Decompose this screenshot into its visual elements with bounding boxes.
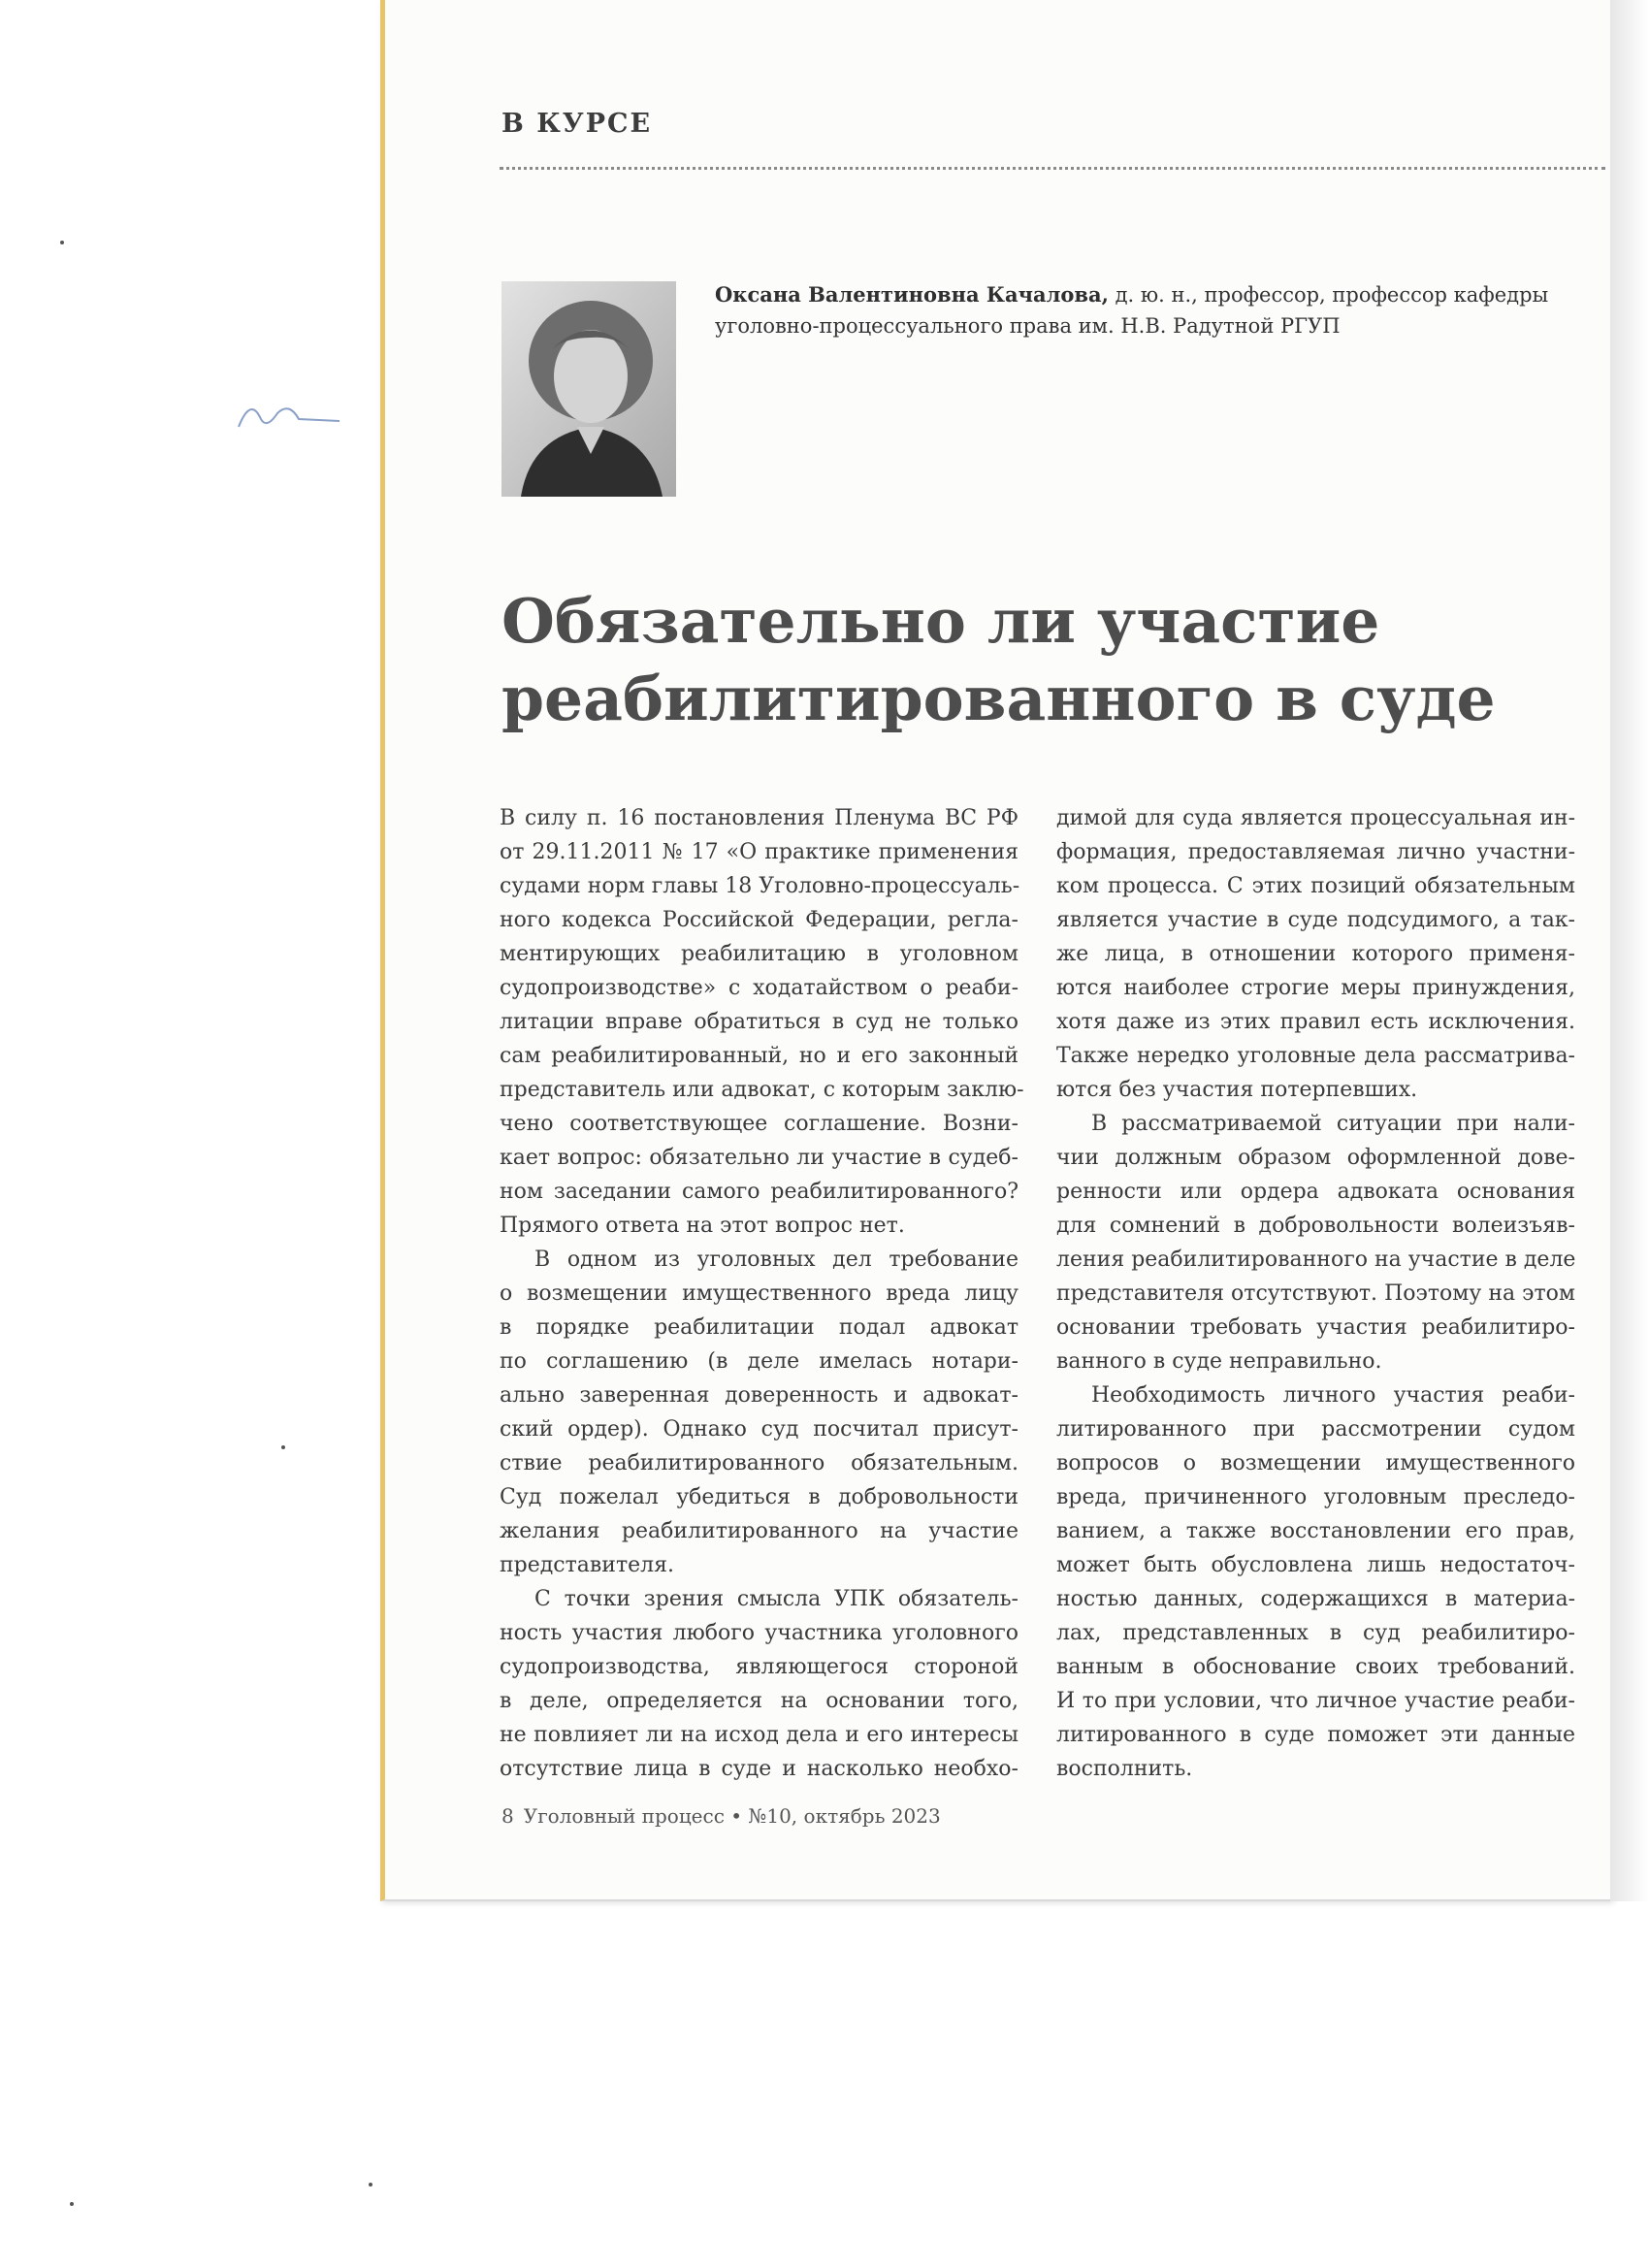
text-line: ально заверенная доверенность и адвокат- bbox=[500, 1383, 1018, 1408]
text-line: Также нередко уголовные дела рассматрива- bbox=[1056, 1044, 1575, 1068]
text-line: от 29.11.2011 № 17 «О практике применения bbox=[500, 840, 1018, 864]
text-line: ются без участия потерпевших. bbox=[1056, 1078, 1418, 1102]
text-line: димой для суда является процессуальная ин- bbox=[1056, 806, 1575, 830]
text-line: И то при условии, что личное участие реаби- bbox=[1056, 1689, 1575, 1713]
text-line: же лица, в отношении которого применя- bbox=[1056, 942, 1575, 966]
text-line: судопроизводства, являющегося стороной bbox=[500, 1655, 1018, 1679]
text-line: чии должным образом оформленной дове- bbox=[1056, 1146, 1575, 1170]
text-line: литации вправе обратиться в суд не только bbox=[500, 1010, 1018, 1034]
text-line: ский ордер). Однако суд посчитал присут- bbox=[500, 1417, 1018, 1442]
text-line: может быть обусловлена лишь недостаточ- bbox=[1056, 1553, 1575, 1577]
text-line: С точки зрения смысла УПК обязатель- bbox=[534, 1587, 1018, 1611]
text-line: кает вопрос: обязательно ли участие в судеб- bbox=[500, 1146, 1018, 1170]
section-divider bbox=[500, 167, 1605, 170]
magazine-page bbox=[380, 0, 1612, 1901]
text-line: ком процесса. С этих позиций обязательным bbox=[1056, 874, 1575, 898]
text-line: основании требовать участия реабилитиро- bbox=[1056, 1315, 1575, 1340]
text-line: хотя даже из этих правил есть исключения. bbox=[1056, 1010, 1575, 1034]
text-line: ствие реабилитированного обязательным. bbox=[500, 1451, 1018, 1475]
text-line: чено соответствующее соглашение. Возни- bbox=[500, 1112, 1018, 1136]
text-column-right bbox=[1056, 801, 1575, 1786]
portrait-photo-icon bbox=[501, 281, 676, 497]
text-line: вреда, причиненного уголовным преследо- bbox=[1056, 1485, 1575, 1509]
text-line: ются наиболее строгие меры принуждения, bbox=[1056, 976, 1575, 1000]
author-name: Оксана Валентиновна Качалова, bbox=[715, 282, 1109, 307]
text-line: ренности или ордера адвоката основания bbox=[1056, 1180, 1575, 1204]
text-line: сам реабилитированный, но и его законный bbox=[500, 1044, 1018, 1068]
text-line: В рассматриваемой ситуации при нали- bbox=[1091, 1112, 1575, 1136]
scan-speck bbox=[369, 2183, 372, 2187]
scan-edge-shadow bbox=[1610, 0, 1649, 1901]
text-line: представитель или адвокат, с которым заклю- bbox=[500, 1078, 1024, 1102]
text-line: Необходимость личного участия реаби- bbox=[1091, 1383, 1575, 1408]
page-number: 8 bbox=[501, 1804, 514, 1828]
text-line: Суд пожелал убедиться в добровольности bbox=[500, 1485, 1018, 1509]
article-title bbox=[501, 582, 1568, 737]
text-line: литированного при рассмотрении судом bbox=[1056, 1417, 1575, 1442]
text-line: в порядке реабилитации подал адвокат bbox=[500, 1315, 1018, 1340]
text-column-left bbox=[500, 801, 1024, 1786]
text-line: восполнить. bbox=[1056, 1757, 1193, 1781]
text-line: литированного в суде поможет эти данные bbox=[1056, 1723, 1575, 1747]
scan-speck bbox=[281, 1445, 285, 1449]
title-line: реабилитированного в суде bbox=[501, 663, 1496, 734]
text-line: В одном из уголовных дел требование bbox=[534, 1247, 1018, 1272]
author-department: уголовно-процессуального права им. Н.В. Радутной РГУП bbox=[715, 314, 1341, 338]
text-line: судопроизводстве» с ходатайством о реаби- bbox=[500, 976, 1018, 1000]
text-line: ванного в суде неправильно. bbox=[1056, 1349, 1382, 1374]
author-credentials: д. ю. н., профессор, профессор кафедры bbox=[1108, 283, 1549, 307]
text-line: лах, представленных в суд реабилитиро- bbox=[1056, 1621, 1575, 1645]
text-line: В силу п. 16 постановления Пленума ВС РФ bbox=[500, 806, 1018, 830]
text-line: для сомнений в добровольности волеизъяв- bbox=[1056, 1214, 1575, 1238]
text-line: в деле, определяется на основании того, bbox=[500, 1689, 1018, 1713]
scan-speck bbox=[70, 2202, 74, 2206]
pen-mark-icon bbox=[231, 388, 347, 446]
author-photo bbox=[501, 281, 676, 497]
section-label: В КУРСЕ bbox=[501, 109, 653, 139]
text-line: представителя отсутствуют. Поэтому на этом bbox=[1056, 1281, 1575, 1306]
text-line: отсутствие лица в суде и насколько необхо- bbox=[500, 1757, 1018, 1781]
text-line: формация, предоставляемая лично участни- bbox=[1056, 840, 1575, 864]
author-byline bbox=[715, 279, 1588, 341]
text-line: Прямого ответа на этот вопрос нет. bbox=[500, 1214, 905, 1238]
text-line: вопросов о возмещении имущественного bbox=[1056, 1451, 1575, 1475]
text-line: о возмещении имущественного вреда лицу bbox=[500, 1281, 1018, 1306]
text-line: судами норм главы 18 Уголовно-процессуаль- bbox=[500, 874, 1020, 898]
text-line: ления реабилитированного на участие в деле bbox=[1056, 1247, 1576, 1272]
text-line: не повлияет ли на исход дела и его интересы bbox=[500, 1723, 1018, 1747]
text-line: ванием, а также восстановлении его прав, bbox=[1056, 1519, 1575, 1543]
text-line: ванным в обоснование своих требований. bbox=[1056, 1655, 1575, 1679]
text-line: ность участия любого участника уголовного bbox=[500, 1621, 1018, 1645]
text-line: является участие в суде подсудимого, а так- bbox=[1056, 908, 1575, 932]
journal-issue: Уголовный процесс • №10, октябрь 2023 bbox=[523, 1804, 941, 1828]
page-footer bbox=[501, 1804, 951, 1828]
text-line: ного кодекса Российской Федерации, регла- bbox=[500, 908, 1018, 932]
text-line: ном заседании самого реабилитированного? bbox=[500, 1180, 1018, 1204]
text-line: желания реабилитированного на участие bbox=[500, 1519, 1018, 1543]
title-line: Обязательно ли участие bbox=[501, 585, 1380, 657]
text-line: ментирующих реабилитацию в уголовном bbox=[500, 942, 1018, 966]
text-line: ностью данных, содержащихся в материа- bbox=[1056, 1587, 1575, 1611]
text-line: по соглашению (в деле имелась нотари- bbox=[500, 1349, 1018, 1374]
text-line: представителя. bbox=[500, 1553, 675, 1577]
scan-speck bbox=[60, 241, 64, 244]
